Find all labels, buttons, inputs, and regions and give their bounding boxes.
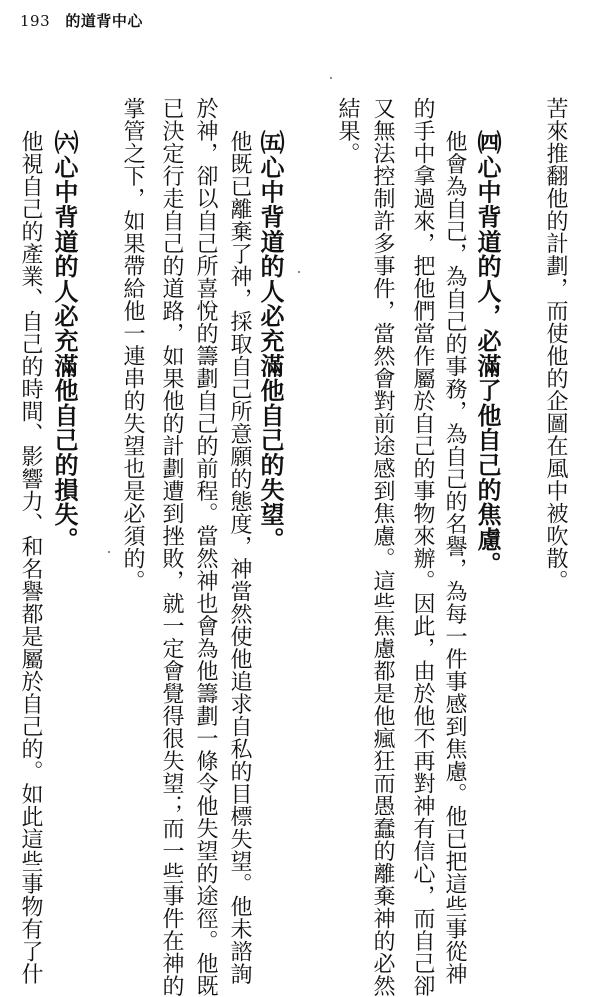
body-text-column: 他既已離棄了神，採取自己所意願的態度，神當然使他追求自私的目標失望。他未諮詢 [227, 130, 252, 985]
scan-speck [298, 271, 300, 273]
body-text-column: 苦來推翻他的計劃，而使他的企圖在風中被吹散。 [543, 97, 568, 592]
body-text-column: 他會為自己，為自己的事務，為自己的名譽，為每一件事感到焦慮。他已把這些事從神 [442, 130, 467, 985]
body-text-column: 已決定行走自己的道路，如果他的計劃遭到挫敗，就一定會覺得很失望；而一些事件在神的 [159, 97, 184, 997]
scan-speck [330, 77, 332, 79]
body-text-column: 於神，卻以自己所喜悅的籌劃自己的前程。當然神也會為他籌劃一條令他失望的途徑。他既 [193, 97, 218, 997]
section-heading: ㈤心中背道的人必充滿他自己的失望。 [256, 130, 284, 552]
section-heading: ㈥心中背道的人必充滿他自己的損失。 [50, 130, 78, 552]
body-text-column: 掌管之下，如果帶給他一連串的失望也是必須的。 [120, 97, 145, 592]
page-header [20, 10, 143, 31]
body-text-column: 的手中拿過來，把他們當作屬於自己的事物來辦。因此，由於他不再對神有信心，而自己卻 [410, 97, 435, 997]
body-text-column: 結果。 [335, 97, 360, 165]
section-heading: ㈣心中背道的人，必滿了他自己的焦慮。 [473, 130, 501, 577]
page-number: 193 [20, 12, 51, 30]
running-title: 的道背中心 [65, 12, 143, 30]
body-text-column: 他視自己的產業、自己的時間、影響力、和名譽都是屬於自己的。如此這些事物有了什 [18, 130, 43, 985]
scan-speck [108, 551, 110, 553]
body-text-column: 又無法控制許多事件，當然會對前途感到焦慮。這些焦慮都是他瘋狂而愚蠢的離棄神的必然 [370, 97, 395, 997]
